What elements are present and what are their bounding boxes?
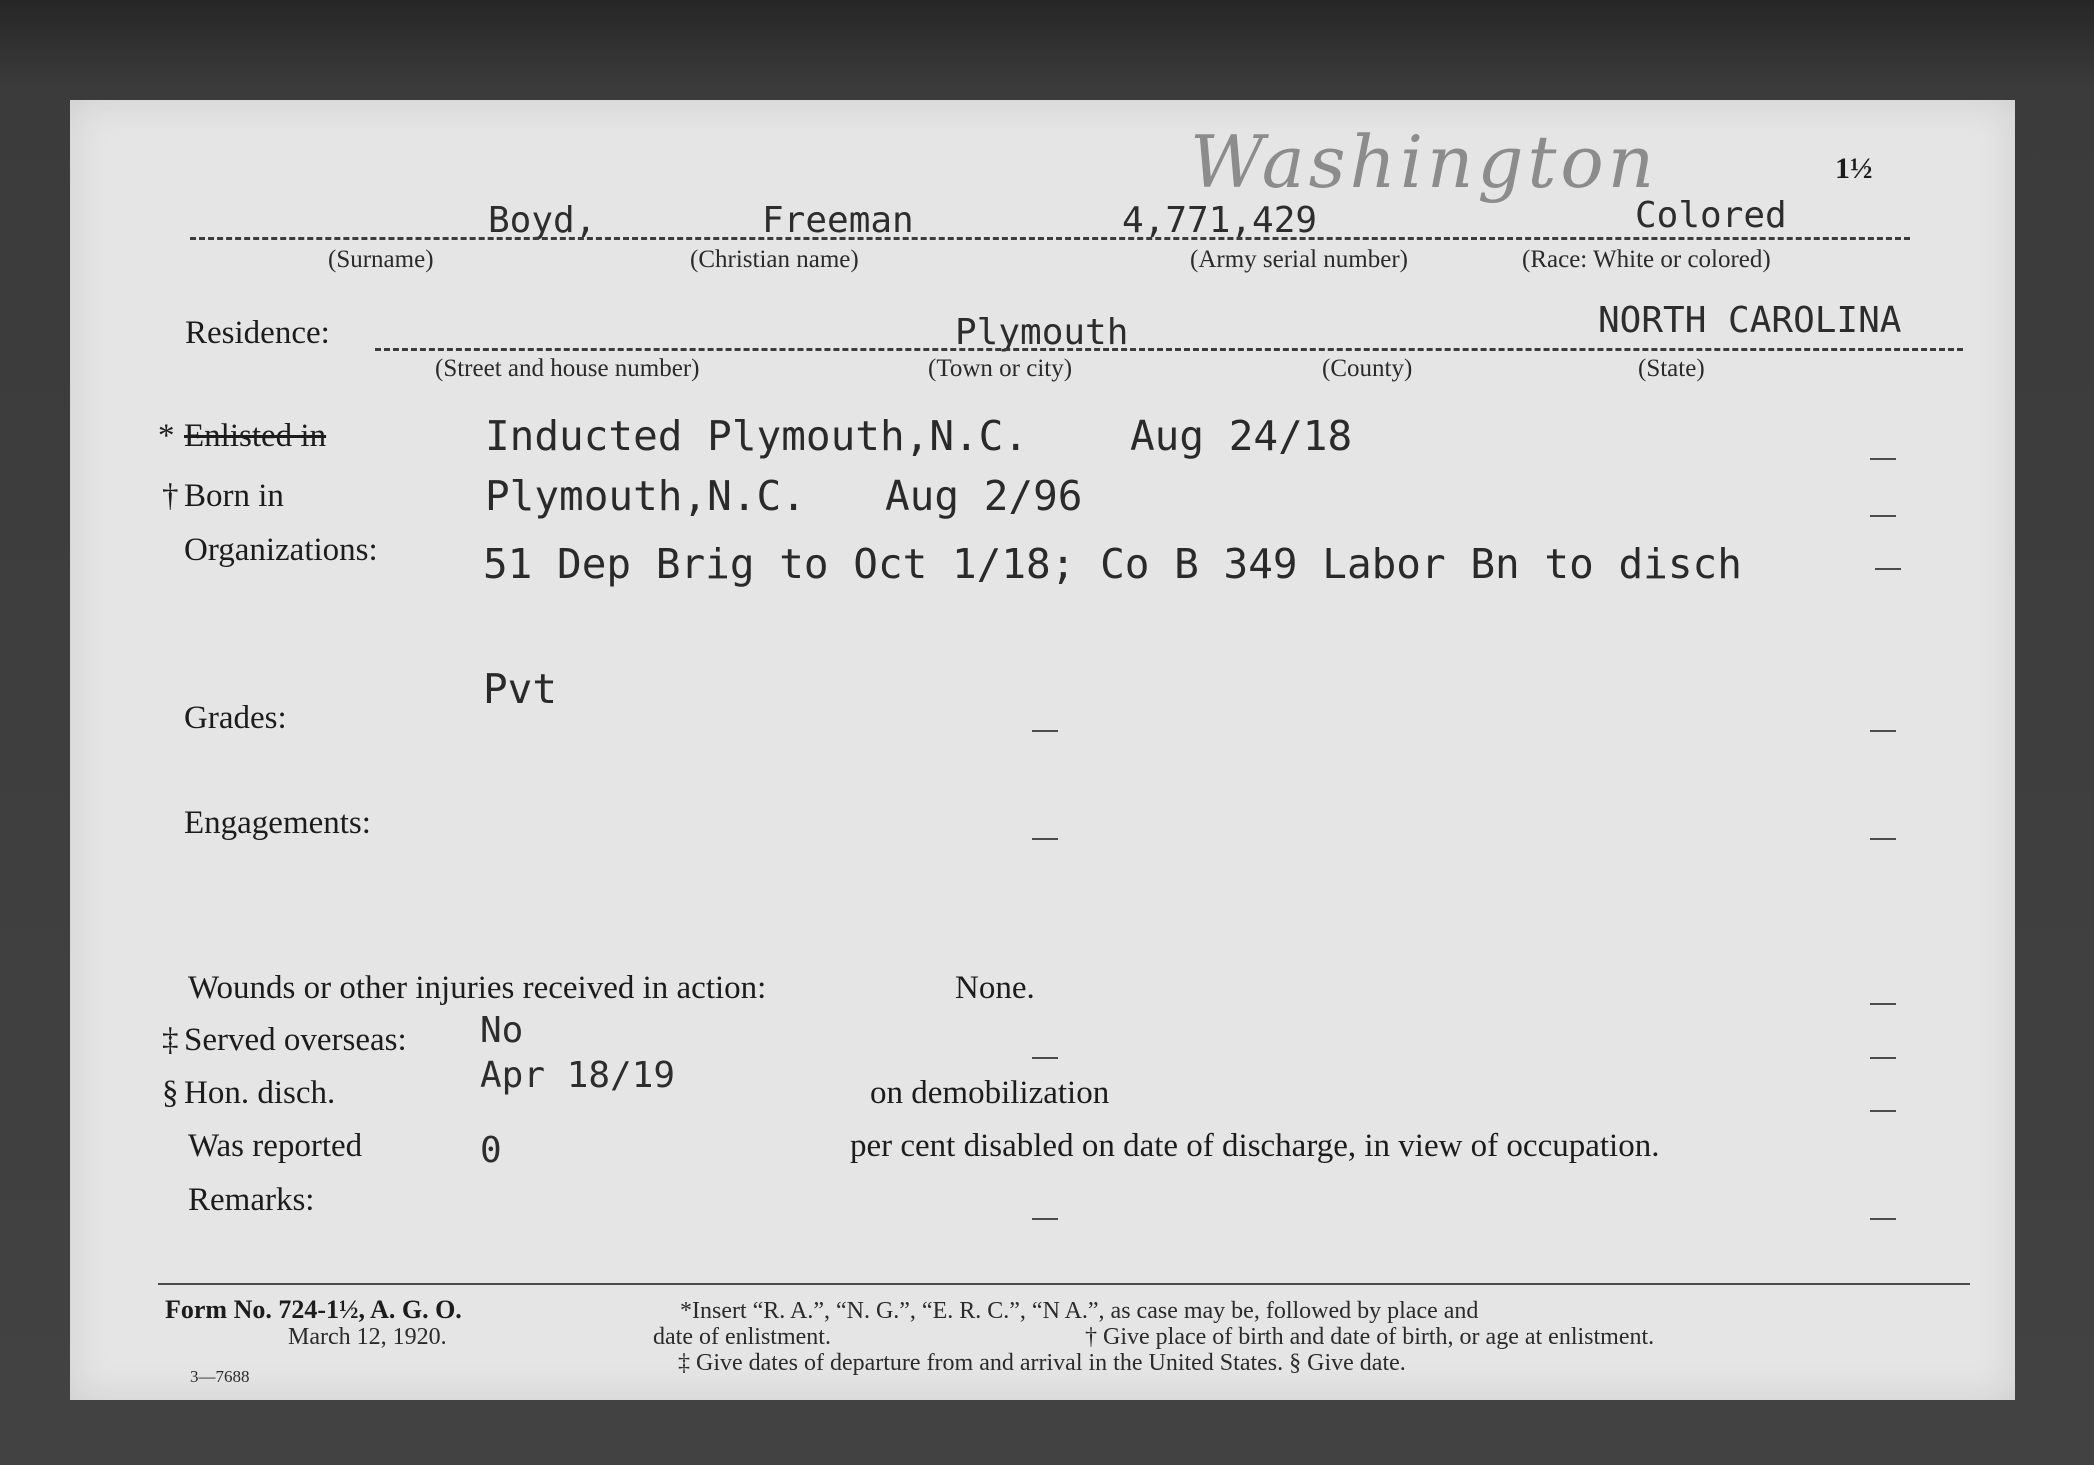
wounds-dash	[1870, 1003, 1896, 1005]
form-date: March 12, 1920.	[288, 1324, 447, 1350]
remarks-mid-dash	[1032, 1218, 1058, 1220]
engagements-label: Engagements:	[184, 805, 371, 841]
town-label: (Town or city)	[928, 355, 1073, 382]
served-mark: ‡	[162, 1022, 179, 1058]
born-dash	[1870, 515, 1896, 517]
inducted-date-value: Aug 24/18	[1130, 412, 1353, 460]
grades-label: Grades:	[184, 700, 287, 736]
state-label: (State)	[1638, 355, 1705, 382]
hon-disch-dash	[1870, 1110, 1896, 1112]
footnote-2b: † Give place of birth and date of birth, or age at enlistment.	[1085, 1324, 1655, 1350]
inducted-value: Inducted Plymouth,N.C.	[485, 412, 1029, 460]
footnote-3: ‡ Give dates of departure from and arrival in the United States. § Give date.	[678, 1350, 1406, 1376]
residence-dotted-line	[375, 348, 1963, 351]
enlisted-mark: *	[158, 418, 175, 454]
remarks-label: Remarks:	[188, 1182, 315, 1218]
race-label: (Race: White or colored)	[1522, 246, 1771, 273]
street-label: (Street and house number)	[435, 355, 700, 382]
wounds-label: Wounds or other injuries received in action:	[188, 970, 767, 1006]
born-place-value: Plymouth,N.C.	[485, 472, 806, 520]
engagements-mid-dash	[1032, 838, 1058, 840]
organizations-dash	[1875, 568, 1901, 570]
wounds-value: None.	[955, 970, 1035, 1006]
overseas-value: No	[480, 1010, 524, 1051]
born-mark: †	[162, 478, 179, 514]
handwritten-county: Washington	[1190, 120, 1659, 204]
grades-mid-dash	[1032, 730, 1058, 732]
served-dash	[1870, 1057, 1896, 1059]
footnote-2a: date of enlistment.	[653, 1324, 831, 1350]
surname-label: (Surname)	[328, 246, 434, 273]
christian-name-value: Freeman	[762, 200, 914, 241]
reported-label: Was reported	[188, 1128, 363, 1164]
residence-state-value: NORTH CAROLINA	[1598, 300, 1902, 341]
grade-value: Pvt	[483, 665, 558, 713]
served-mid-dash	[1032, 1057, 1058, 1059]
service-record-card	[70, 100, 2015, 1400]
residence-label: Residence:	[185, 315, 330, 351]
born-date-value: Aug 2/96	[885, 472, 1083, 520]
reported-value: 0	[480, 1130, 502, 1171]
print-code: 3—7688	[190, 1367, 250, 1386]
name-dotted-line	[190, 237, 1910, 240]
grades-dash	[1870, 730, 1896, 732]
footer-rule	[158, 1283, 1970, 1285]
residence-town-value: Plymouth	[955, 312, 1129, 353]
serial-number-label: (Army serial number)	[1190, 246, 1408, 273]
surname-value: Boyd,	[488, 200, 597, 241]
county-label: (County)	[1322, 355, 1413, 382]
form-fraction: 1½	[1835, 152, 1873, 185]
hon-mark: §	[162, 1075, 179, 1111]
reported-text: per cent disabled on date of discharge, in view of occupation.	[850, 1128, 1660, 1164]
form-number: Form No. 724-1½, A. G. O.	[165, 1295, 462, 1324]
organizations-label: Organizations:	[184, 532, 378, 568]
footnote-1: *Insert “R. A.”, “N. G.”, “E. R. C.”, “N A.”, as case may be, followed by place and	[680, 1298, 1479, 1324]
served-label: Served overseas:	[184, 1022, 407, 1058]
born-label: Born in	[184, 478, 284, 514]
christian-name-label: (Christian name)	[690, 246, 859, 273]
hon-disch-label: Hon. disch.	[184, 1075, 336, 1111]
enlisted-label: Enlisted in	[184, 418, 327, 454]
enlisted-dash	[1870, 458, 1896, 460]
discharge-text: on demobilization	[870, 1075, 1110, 1111]
engagements-dash	[1870, 838, 1896, 840]
race-value: Colored	[1635, 195, 1787, 236]
serial-number-value: 4,771,429	[1122, 200, 1318, 241]
remarks-dash	[1870, 1218, 1896, 1220]
discharge-date-value: Apr 18/19	[480, 1055, 676, 1096]
organizations-value: 51 Dep Brig to Oct 1/18; Co B 349 Labor Bn to disch	[483, 540, 1742, 588]
